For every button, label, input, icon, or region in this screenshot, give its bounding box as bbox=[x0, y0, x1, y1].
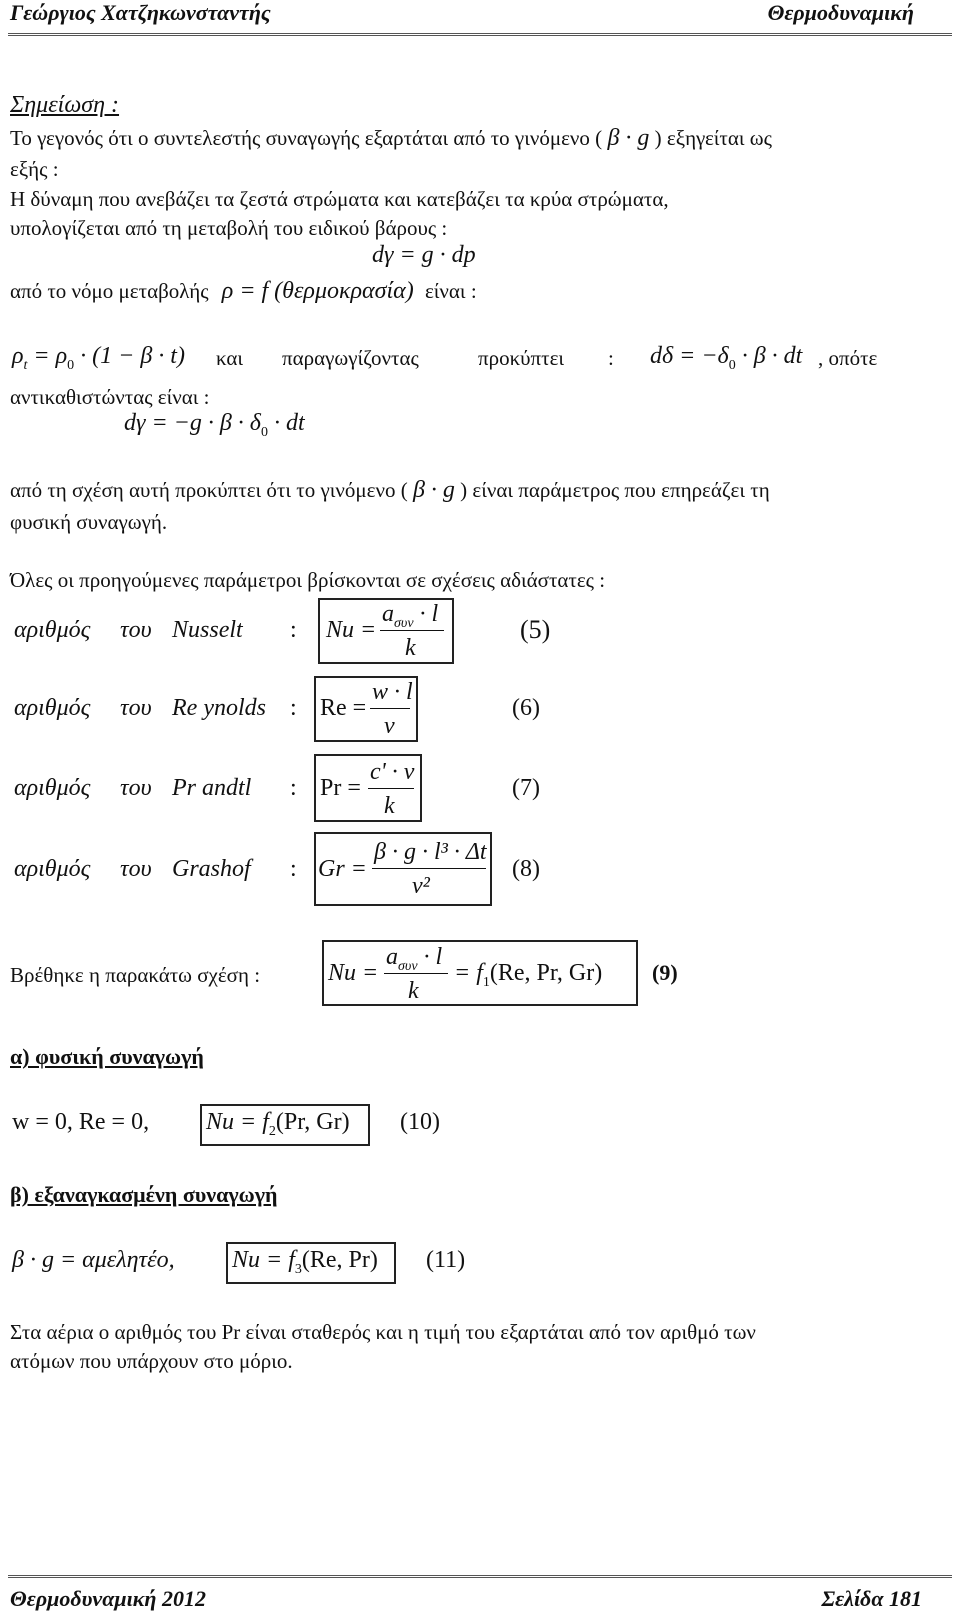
equation-rho-t bbox=[12, 342, 185, 374]
section-b-eq-pre: β · g = αμελητέο, bbox=[12, 1247, 175, 1273]
eq3-main: dγ = −g · β · δ bbox=[124, 410, 261, 436]
row-reynolds-name: Re ynolds bbox=[172, 695, 266, 721]
prandtl-denominator: k bbox=[384, 793, 395, 819]
section-b-ref: (11) bbox=[426, 1247, 466, 1273]
note-line1-symbol: β · g bbox=[607, 125, 650, 151]
reynolds-denominator: ν bbox=[384, 713, 395, 739]
closing-line1: Στα αέρια ο αριθμός του Pr είναι σταθερός και η τιμή του εξαρτάται από τον αριθμό των bbox=[10, 1320, 756, 1344]
note-line6: αντικαθιστώντας είναι : bbox=[10, 385, 210, 409]
eq2-mid: = ρ bbox=[27, 343, 68, 369]
note-line5-end: είναι : bbox=[424, 279, 477, 303]
row-grashof-label-b: του bbox=[120, 856, 152, 882]
eq2-ddelta-sub: 0 bbox=[728, 358, 736, 373]
eq3-sub: 0 bbox=[260, 425, 268, 440]
eq3-end: · dt bbox=[273, 410, 305, 436]
note-line3: Η δύναμη που ανεβάζει τα ζεστά στρώματα και κατεβάζει τα κρύα στρώματα, bbox=[10, 187, 669, 211]
note-title: Σημείωση : bbox=[10, 92, 120, 118]
note-line2: εξής : bbox=[10, 157, 59, 181]
note-line5-text: από το νόμο μεταβολής bbox=[10, 279, 209, 303]
reynolds-lhs: Re = bbox=[320, 695, 367, 721]
note-line1-end: ) εξηγείται ως bbox=[654, 126, 772, 150]
grashof-fraction-line bbox=[372, 868, 486, 869]
section-b-formula bbox=[232, 1246, 378, 1278]
grashof-lhs: Gr = bbox=[318, 856, 367, 882]
reynolds-ref: (6) bbox=[512, 695, 540, 721]
eq2-text-differentiating: παραγωγίζοντας bbox=[282, 346, 419, 370]
nusselt-numerator bbox=[382, 600, 438, 632]
row-reynolds-label-a: αριθμός bbox=[14, 695, 91, 721]
eq2-sub-0: 0 bbox=[67, 358, 75, 373]
row-prandtl-label-a: αριθμός bbox=[14, 775, 91, 801]
note-line7 bbox=[10, 476, 770, 504]
row-reynolds-colon: : bbox=[290, 695, 297, 721]
row-prandtl-name: Pr andtl bbox=[172, 775, 252, 801]
footer-rule bbox=[8, 1575, 952, 1580]
section-a-f: Nu = f bbox=[206, 1109, 269, 1135]
nusselt-ref: (5) bbox=[520, 615, 551, 644]
note-line7-text: από τη σχέση αυτή προκύπτει ότι το γινόμενο ( bbox=[10, 478, 408, 502]
eq2-tail: , οπότε bbox=[818, 346, 878, 370]
equation-dgamma: dγ = g · dp bbox=[372, 242, 476, 268]
note-line7-end: ) είναι παράμετρος που επηρεάζει τη bbox=[460, 478, 770, 502]
eq2-colon: : bbox=[608, 346, 614, 370]
prandtl-fraction-line bbox=[368, 788, 414, 789]
relation-fraction-line bbox=[384, 973, 448, 974]
section-b-title: β) εξαναγκασμένη συναγωγή bbox=[10, 1182, 278, 1207]
closing-line2: ατόμων που υπάρχουν στο μόριο. bbox=[10, 1349, 293, 1373]
note-line5 bbox=[10, 277, 477, 305]
row-grashof-name: Grashof bbox=[172, 856, 251, 882]
relation-rhs-sub: 1 bbox=[482, 975, 490, 990]
note-line7-symbol: β · g bbox=[412, 477, 455, 503]
eq2-ddelta-end: · β · dt bbox=[741, 343, 803, 369]
header-author: Γεώργιος Χατζηκωνσταντής bbox=[10, 0, 271, 25]
row-prandtl-label-b: του bbox=[120, 775, 152, 801]
row-nusselt-name: Nusselt bbox=[172, 617, 243, 643]
row-grashof-colon: : bbox=[290, 856, 297, 882]
equation-ddelta bbox=[650, 342, 802, 374]
grashof-ref: (8) bbox=[512, 856, 540, 882]
equation-rho-f: ρ = f (θερμοκρασία) bbox=[221, 278, 414, 304]
relation-rhs-args: (Re, Pr, Gr) bbox=[489, 960, 603, 986]
nusselt-num-a: a bbox=[382, 601, 394, 627]
header-subject: Θερμοδυναμική bbox=[767, 0, 914, 25]
prandtl-ref: (7) bbox=[512, 775, 540, 801]
nusselt-num-sub: συν bbox=[394, 616, 414, 631]
header-rule bbox=[8, 33, 952, 38]
relation-text: Βρέθηκε η παρακάτω σχέση : bbox=[10, 963, 261, 987]
section-a-sub: 2 bbox=[268, 1124, 276, 1139]
relation-num-end: · l bbox=[423, 944, 443, 970]
nusselt-denominator: k bbox=[405, 635, 416, 661]
reynolds-fraction-line bbox=[370, 708, 410, 709]
relation-num-a: a bbox=[386, 944, 398, 970]
footer-left: Θερμοδυναμική 2012 bbox=[10, 1586, 206, 1611]
nusselt-fraction-line bbox=[380, 630, 444, 631]
equation-dgamma-result bbox=[124, 409, 305, 441]
row-grashof-label-a: αριθμός bbox=[14, 856, 91, 882]
note-line1 bbox=[10, 124, 772, 152]
nusselt-lhs: Nu = bbox=[326, 617, 377, 643]
row-nusselt-label-b: του bbox=[120, 617, 152, 643]
grashof-numerator: β · g · l³ · Δt bbox=[374, 839, 487, 865]
relation-num-sub: συν bbox=[398, 959, 418, 974]
nusselt-num-end: · l bbox=[419, 601, 439, 627]
section-a-eq-pre: w = 0, Re = 0, bbox=[12, 1109, 150, 1135]
eq2-ddelta: dδ = −δ bbox=[650, 343, 729, 369]
relation-numerator bbox=[386, 943, 442, 975]
row-nusselt-label-a: αριθμός bbox=[14, 617, 91, 643]
section-a-args: (Pr, Gr) bbox=[275, 1109, 350, 1135]
note-line4: υπολογίζεται από τη μεταβολή του ειδικού βάρους : bbox=[10, 216, 448, 240]
eq2-paren: · (1 − β · t) bbox=[80, 343, 185, 369]
footer-page: Σελίδα 181 bbox=[821, 1586, 922, 1611]
prandtl-numerator: c' · ν bbox=[370, 759, 415, 785]
relation-rhs bbox=[454, 959, 602, 991]
relation-rhs-f: = f bbox=[454, 960, 483, 986]
section-b-sub: 3 bbox=[294, 1262, 302, 1277]
section-a-formula bbox=[206, 1108, 350, 1140]
row-nusselt-colon: : bbox=[290, 617, 297, 643]
section-a-title: α) φυσική συναγωγή bbox=[10, 1044, 204, 1069]
eq2-rho: ρ bbox=[12, 343, 24, 369]
row-prandtl-colon: : bbox=[290, 775, 297, 801]
dimensionless-intro: Όλες οι προηγούμενες παράμετροι βρίσκονται σε σχέσεις αδιάστατες : bbox=[10, 568, 606, 592]
relation-ref: (9) bbox=[652, 960, 678, 985]
relation-lhs: Nu = bbox=[328, 960, 379, 986]
reynolds-numerator: w · l bbox=[372, 679, 413, 705]
section-b-args: (Re, Pr) bbox=[301, 1247, 378, 1273]
section-b-f: Nu = f bbox=[232, 1247, 295, 1273]
grashof-denominator: ν² bbox=[412, 873, 430, 899]
note-line1-text: Το γεγονός ότι ο συντελεστής συναγωγής εξαρτάται από το γινόμενο ( bbox=[10, 126, 603, 150]
prandtl-lhs: Pr = bbox=[320, 775, 361, 801]
row-reynolds-label-b: του bbox=[120, 695, 152, 721]
note-line8: φυσική συναγωγή. bbox=[10, 510, 168, 534]
eq2-sub-t: t bbox=[23, 358, 28, 373]
relation-denominator: k bbox=[408, 978, 419, 1004]
eq2-text-kai: και bbox=[216, 346, 244, 370]
eq2-text-yields: προκύπτει bbox=[478, 346, 565, 370]
section-a-ref: (10) bbox=[400, 1109, 440, 1135]
